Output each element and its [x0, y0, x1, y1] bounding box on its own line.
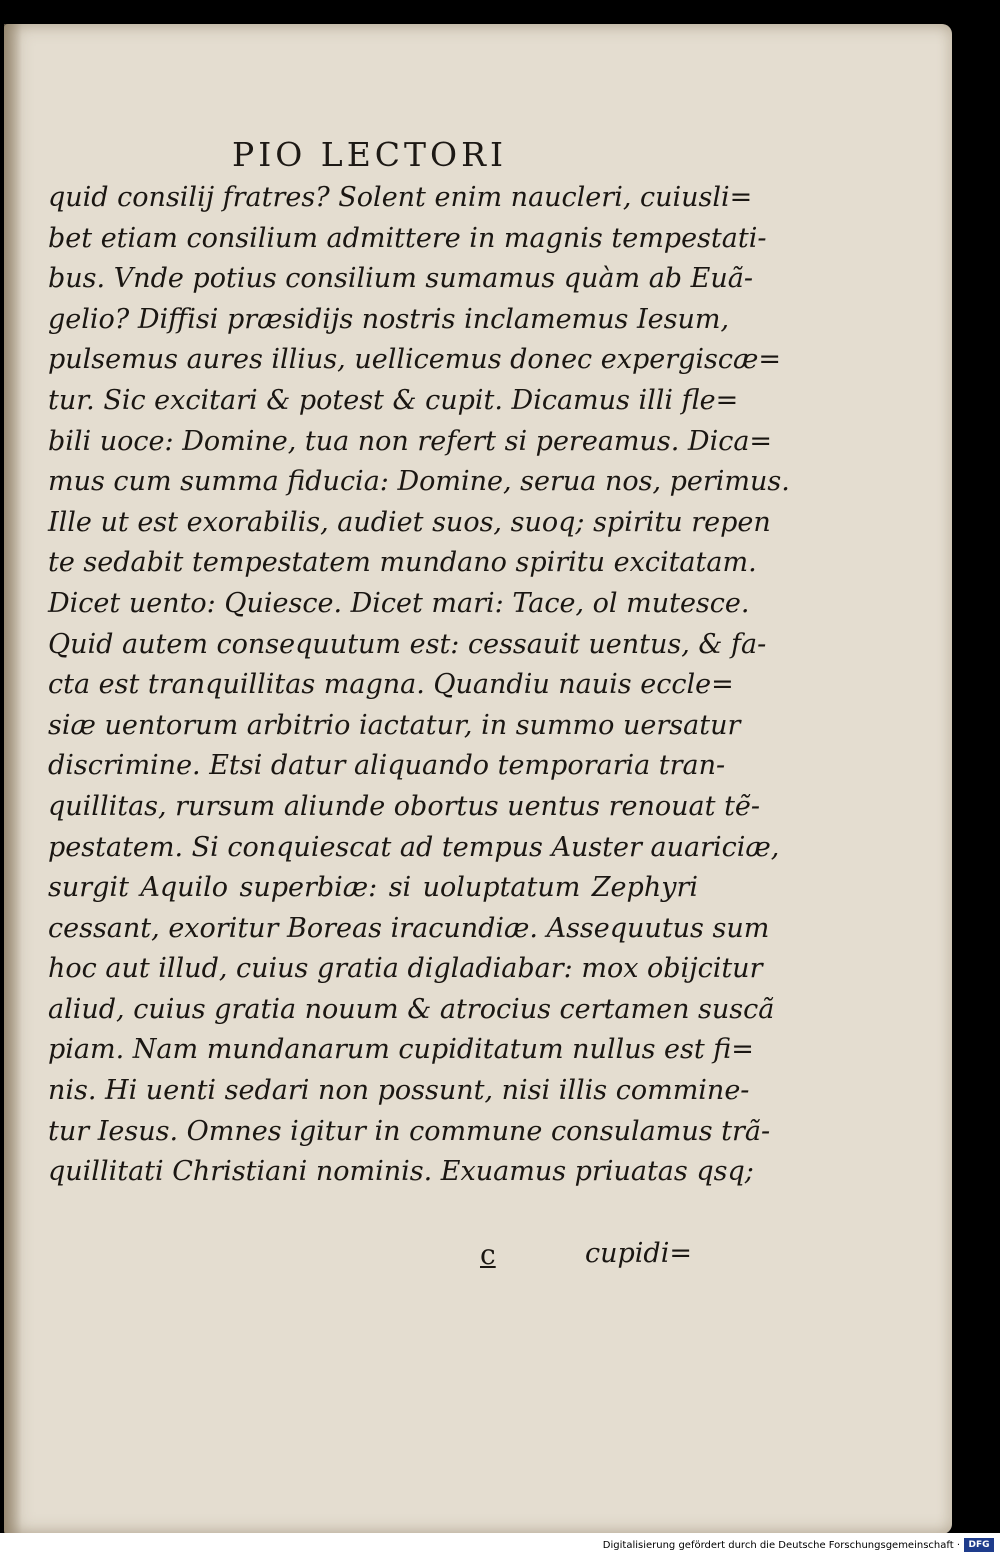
- text-line: cessant, exoritur Boreas iracundiæ. Assequutus sum: [48, 912, 770, 944]
- signature-mark: c: [480, 1238, 496, 1271]
- text-line: discrimine. Etsi datur aliquando temporaria tran-: [48, 750, 726, 782]
- text-line: surgit Aquilo superbiæ: si uoluptatum Zephyri: [48, 872, 698, 904]
- text-line: aliud, cuius gratia nouum & atrocius certamen suscã: [48, 993, 775, 1025]
- text-line: bus. Vnde potius consilium sumamus quàm ab Euã-: [48, 263, 753, 295]
- text-line: Ille ut est exorabilis, audiet suos, suoq; spiritu repen: [48, 506, 771, 538]
- text-line: siæ uentorum arbitrio iactatur, in summo uersatur: [48, 709, 741, 741]
- text-line: quillitati Christiani nominis. Exuamus priuatas qsq;: [48, 1156, 754, 1188]
- text-line: gelio? Diffisi præsidijs nostris inclamemus Iesum,: [48, 303, 730, 335]
- text-line: pulsemus aures illius, uellicemus donec expergiscæ=: [48, 344, 782, 376]
- text-line: nis. Hi uenti sedari non possunt, nisi illis commine-: [48, 1075, 750, 1107]
- catchword: cupidi=: [585, 1238, 692, 1269]
- dfg-logo: DFG: [964, 1538, 994, 1552]
- funding-notice: Digitalisierung gefördert durch die Deutsche Forschungsgemeinschaft ·: [602, 1540, 960, 1551]
- text-line: bet etiam consilium admittere in magnis tempestati-: [48, 222, 767, 254]
- text-line: Quid autem consequutum est: cessauit uentus, & fa-: [48, 628, 767, 660]
- text-line: hoc aut illud, cuius gratia digladiabar: mox obijcitur: [48, 953, 763, 985]
- text-line: quillitas, rursum aliunde obortus uentus renouat tẽ-: [48, 790, 761, 822]
- footer-bar: [0, 1533, 1000, 1555]
- body-text: [48, 178, 790, 1193]
- text-line: tur Iesus. Omnes igitur in commune consulamus trã-: [48, 1115, 771, 1147]
- text-line: Dicet uento: Quiesce. Dicet mari: Tace, ol mutesce.: [48, 587, 750, 619]
- page-gutter-shadow: [4, 24, 22, 1534]
- text-line: pestatem. Si conquiescat ad tempus Auster auariciæ,: [48, 831, 780, 863]
- text-line: tur. Sic excitari & potest & cupit. Dicamus illi fle=: [48, 384, 739, 416]
- text-line: bili uoce: Domine, tua non refert si pereamus. Dica=: [48, 425, 773, 457]
- text-line: piam. Nam mundanarum cupiditatum nullus est fi=: [48, 1034, 754, 1066]
- text-line: quid consilij fratres? Solent enim naucleri, cuiusli=: [48, 182, 753, 213]
- text-line: te sedabit tempestatem mundano spiritu excitatam.: [48, 547, 757, 579]
- text-line: mus cum summa fiducia: Domine, serua nos, perimus.: [48, 466, 790, 498]
- running-head: PIO LECTORI: [232, 135, 507, 174]
- text-line: cta est tranquillitas magna. Quandiu nauis eccle=: [48, 669, 734, 701]
